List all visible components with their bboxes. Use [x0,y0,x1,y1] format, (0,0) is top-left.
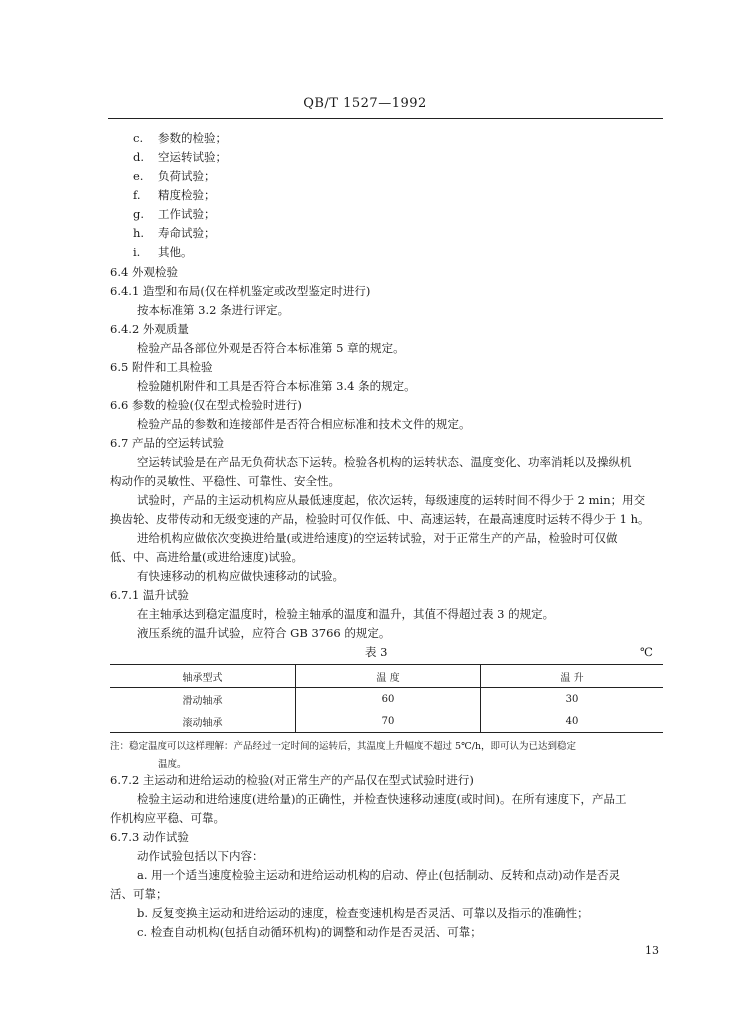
table-header-cell: 轴承型式 [110,665,296,688]
section-6-4-1-body: 按本标准第 3.2 条进行评定。 [137,303,290,317]
list-text: 负荷试验； [158,169,216,183]
section-6-5-heading: 6.5 附件和工具检验 [110,360,213,374]
section-6-7-para2-line1: 试验时，产品的主运动机构应从最低速度起，依次运转，每级速度的运转时间不得少于 2 min；用交 [137,493,646,507]
section-6-7-3-item-a-line2: 活、可靠； [110,887,168,901]
list-text: 工作试验； [158,207,216,221]
section-6-6-heading: 6.6 参数的检验(仅在型式检验时进行) [110,398,302,412]
table-cell: 30 [565,693,579,705]
section-6-7-3-item-b: b. 反复变换主运动和进给运动的速度，检查变速机构是否灵活、可靠以及指示的准确性； [137,906,589,920]
section-6-6-body: 检验产品的参数和连接部件是否符合相应标准和技术文件的规定。 [137,417,471,431]
list-letter: d. [133,150,145,164]
list-text: 精度检验； [158,188,216,202]
section-6-4-heading: 6.4 外观检验 [110,265,178,279]
section-6-7-1-para1: 在主轴承达到稳定温度时，检验主轴承的温度和温升，其值不得超过表 3 的规定。 [137,607,555,621]
table-row [110,688,663,711]
table-header-cell: 温 度 [296,665,481,688]
section-6-4-2-heading: 6.4.2 外观质量 [110,322,189,336]
section-6-5-body: 检验随机附件和工具是否符合本标准第 3.4 条的规定。 [137,379,416,393]
table-cell: 40 [481,710,664,733]
section-6-7-3-item-a-line1: a. 用一个适当速度检验主运动和进给运动机构的启动、停止(包括制动、反转和点动)动作是否灵 [137,868,621,882]
section-6-7-1-heading: 6.7.1 温升试验 [110,588,189,602]
list-letter: c. [133,131,144,145]
list-letter: f. [133,188,141,202]
table-row [110,710,663,733]
table-3-unit: ℃ [640,645,653,659]
section-6-7-para3-line2: 低、中、高进给量(或进给速度)试验。 [110,550,303,564]
section-6-7-2-body-line2: 作机构应平稳、可靠。 [110,811,225,825]
list-letter: i. [133,245,141,259]
section-6-7-para1-line2: 构动作的灵敏性、平稳性、可靠性、安全性。 [110,474,340,488]
table-cell: 60 [296,688,481,711]
section-6-7-heading: 6.7 产品的空运转试验 [110,436,224,450]
list-letter: e. [133,169,144,183]
table-3-title: 表 3 [365,645,388,659]
section-6-7-3-heading: 6.7.3 动作试验 [110,830,189,844]
list-text: 空运转试验； [158,150,227,164]
table-header-row [110,665,663,688]
section-6-7-para4: 有快速移动的机构应做快速移动的试验。 [137,569,344,583]
table-cell: 滚动轴承 [110,710,296,733]
table-cell: 滑动轴承 [110,688,296,711]
list-text: 其他。 [158,245,193,259]
section-6-7-1-para2: 液压系统的温升试验，应符合 GB 3766 的规定。 [137,626,391,640]
section-6-7-2-body-line1: 检验主运动和进给速度(进给量)的正确性，并检查快速移动速度(或时间)。在所有速度下，产品工 [137,792,627,806]
section-6-4-1-heading: 6.4.1 造型和布局(仅在样机鉴定或改型鉴定时进行) [110,284,371,298]
list-letter: h. [133,226,145,240]
section-6-7-3-intro: 动作试验包括以下内容： [137,849,264,863]
section-6-7-para1-line1: 空运转试验是在产品无负荷状态下运转。检验各机构的运转状态、温度变化、功率消耗以及操纵机 [137,455,632,469]
table-3-note-line2: 温度。 [158,759,187,770]
page-number: 13 [645,944,659,957]
section-6-7-para3-line1: 进给机构应做依次变换进给量(或进给速度)的空运转试验，对于正常生产的产品，检验时可仅做 [137,531,618,545]
section-6-7-2-heading: 6.7.2 主运动和进给运动的检验(对正常生产的产品仅在型式试验时进行) [110,773,474,787]
section-6-7-3-item-c: c. 检查自动机构(包括自动循环机构)的调整和动作是否灵活、可靠； [137,925,482,939]
table-3 [110,664,663,733]
header-rule [108,118,663,119]
section-6-4-2-body: 检验产品各部位外观是否符合本标准第 5 章的规定。 [137,341,405,355]
table-header-cell: 温 升 [481,665,664,688]
table-3-note-line1: 注：稳定温度可以这样理解：产品经过一定时间的运转后，其温度上升幅度不超过 5℃/h，即可认为已达到稳定 [110,741,577,752]
list-text: 参数的检验； [158,131,227,145]
section-6-7-para2-line2: 换齿轮、皮带传动和无级变速的产品，检验时可仅作低、中、高速运转，在最高速度时运转不得少于 1 h。 [110,512,650,526]
list-text: 寿命试验； [158,226,216,240]
standard-code-header: QB/T 1527—1992 [303,96,427,111]
list-letter: g. [133,207,145,221]
table-cell: 70 [296,710,481,733]
